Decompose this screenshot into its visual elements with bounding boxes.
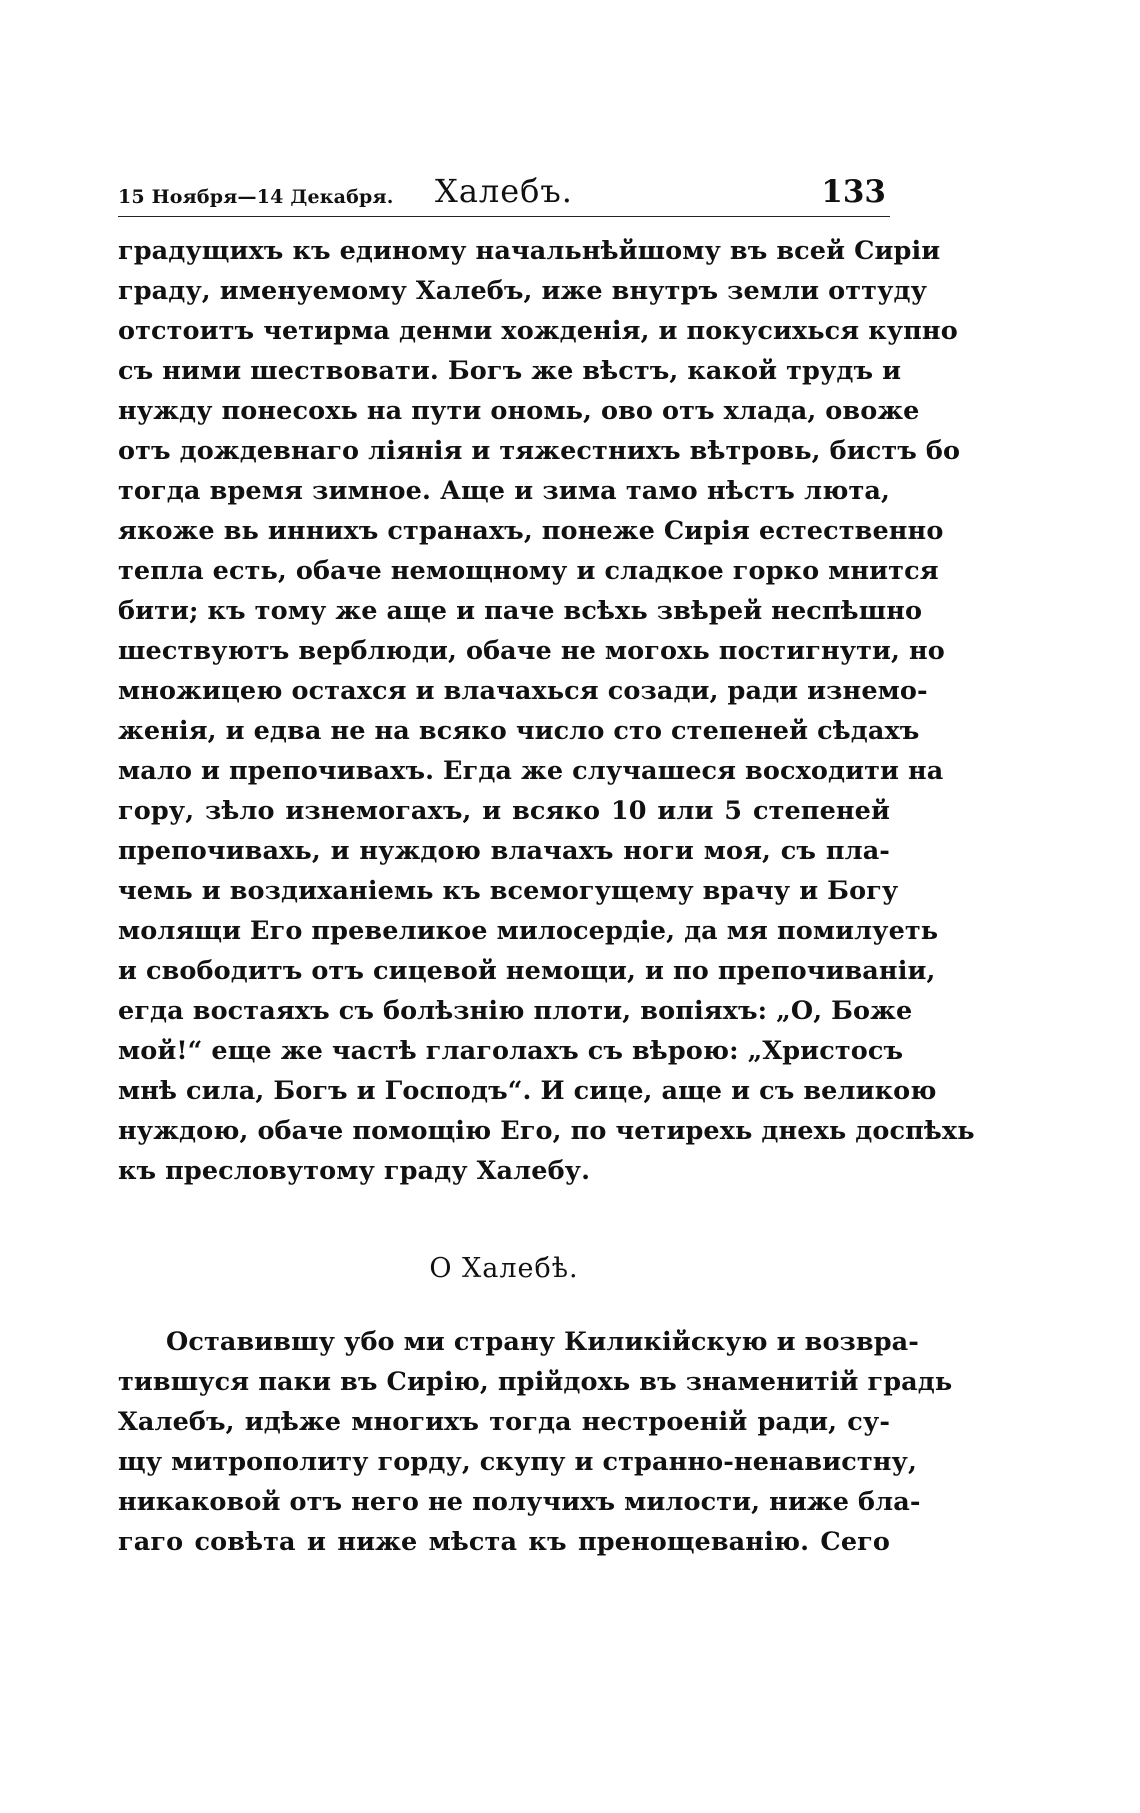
text-line: и свободитъ отъ сицевой немощи, и по препочиваніи, <box>118 956 936 986</box>
text-line: гаго совѣта и ниже мѣста къ пренощеванію. Сего <box>118 1527 890 1557</box>
text-line: молящи Его превеликое милосердіе, да мя помилуеть <box>118 916 939 946</box>
paragraph-1 <box>118 231 975 1191</box>
text-line: тогда время зимное. Аще и зима тамо нѣстъ люта, <box>118 476 890 506</box>
text-line: препочивахь, и нуждою влачахъ ноги моя, съ пла- <box>118 836 890 866</box>
text-line: отстоитъ четирма денми хожденія, и покусихься купно <box>118 316 958 346</box>
text-line: къ пресловутому граду Халебу. <box>118 1156 591 1186</box>
text-line: Халебъ, идѣже многихъ тогда нестроеній ради, су- <box>118 1407 890 1437</box>
text-line: женія, и едва не на всяко число сто степеней сѣдахъ <box>118 716 920 746</box>
running-head-title: Халебъ. <box>435 172 573 210</box>
text-line: множицею остахся и влачахься созади, ради изнемо- <box>118 676 928 706</box>
text-line: отъ дождевнаго ліянія и тяжестнихъ вѣтровь, бистъ бо <box>118 436 961 466</box>
paragraph-2 <box>118 1322 953 1562</box>
book-page <box>118 170 975 1562</box>
text-line: граду, именуемому Халебъ, иже внутръ земли оттуду <box>118 276 928 306</box>
text-line: градущихъ къ единому начальнѣйшому въ всей Сиріи <box>118 236 941 266</box>
text-line: Оставившу убо ми страну Киликійскую и возвра- <box>166 1327 919 1357</box>
text-line: якоже вь иннихъ странахъ, понеже Сирія естественно <box>118 516 944 546</box>
text-line: щу митрополиту горду, скупу и странно-ненавистну, <box>118 1447 917 1477</box>
text-line: гору, зѣло изнемогахъ, и всяко 10 или 5 степеней <box>118 796 890 826</box>
text-line: тепла есть, обаче немощному и сладкое горко мнится <box>118 556 939 586</box>
text-line: нужду понесохь на пути ономь, ово отъ хлада, овоже <box>118 396 920 426</box>
section-heading: О Халебѣ. <box>429 1253 579 1284</box>
text-line: мало и препочивахъ. Егда же случашеся восходити на <box>118 756 944 786</box>
text-line: съ ними шествовати. Богъ же вѣстъ, какой трудъ и <box>118 356 902 386</box>
page-number: 133 <box>821 174 886 210</box>
text-line: нуждою, обаче помощію Его, по четирехь днехь доспѣхь <box>118 1116 975 1146</box>
text-line: никаковой отъ него не получихъ милости, ниже бла- <box>118 1487 921 1517</box>
running-head <box>118 170 890 217</box>
text-line: чемь и воздиханіемь къ всемогущему врачу и Богу <box>118 876 899 906</box>
text-line: мнѣ сила, Богъ и Господъ“. И сице, аще и съ великою <box>118 1076 937 1106</box>
text-line: мой!“ еще же частѣ глаголахъ съ вѣрою: „Христосъ <box>118 1036 904 1066</box>
text-line: бити; къ тому же аще и паче всѣхь звѣрей неспѣшно <box>118 596 923 626</box>
text-line: тившуся паки въ Сирію, прійдохь въ знаменитій градь <box>118 1367 953 1397</box>
text-line: егда востаяхъ съ болѣзнію плоти, вопіяхъ: „О, Боже <box>118 996 913 1026</box>
running-head-dates: 15 Ноября—14 Декабря. <box>118 186 394 208</box>
text-line: шествуютъ верблюди, обаче не могохь постигнути, но <box>118 636 945 666</box>
